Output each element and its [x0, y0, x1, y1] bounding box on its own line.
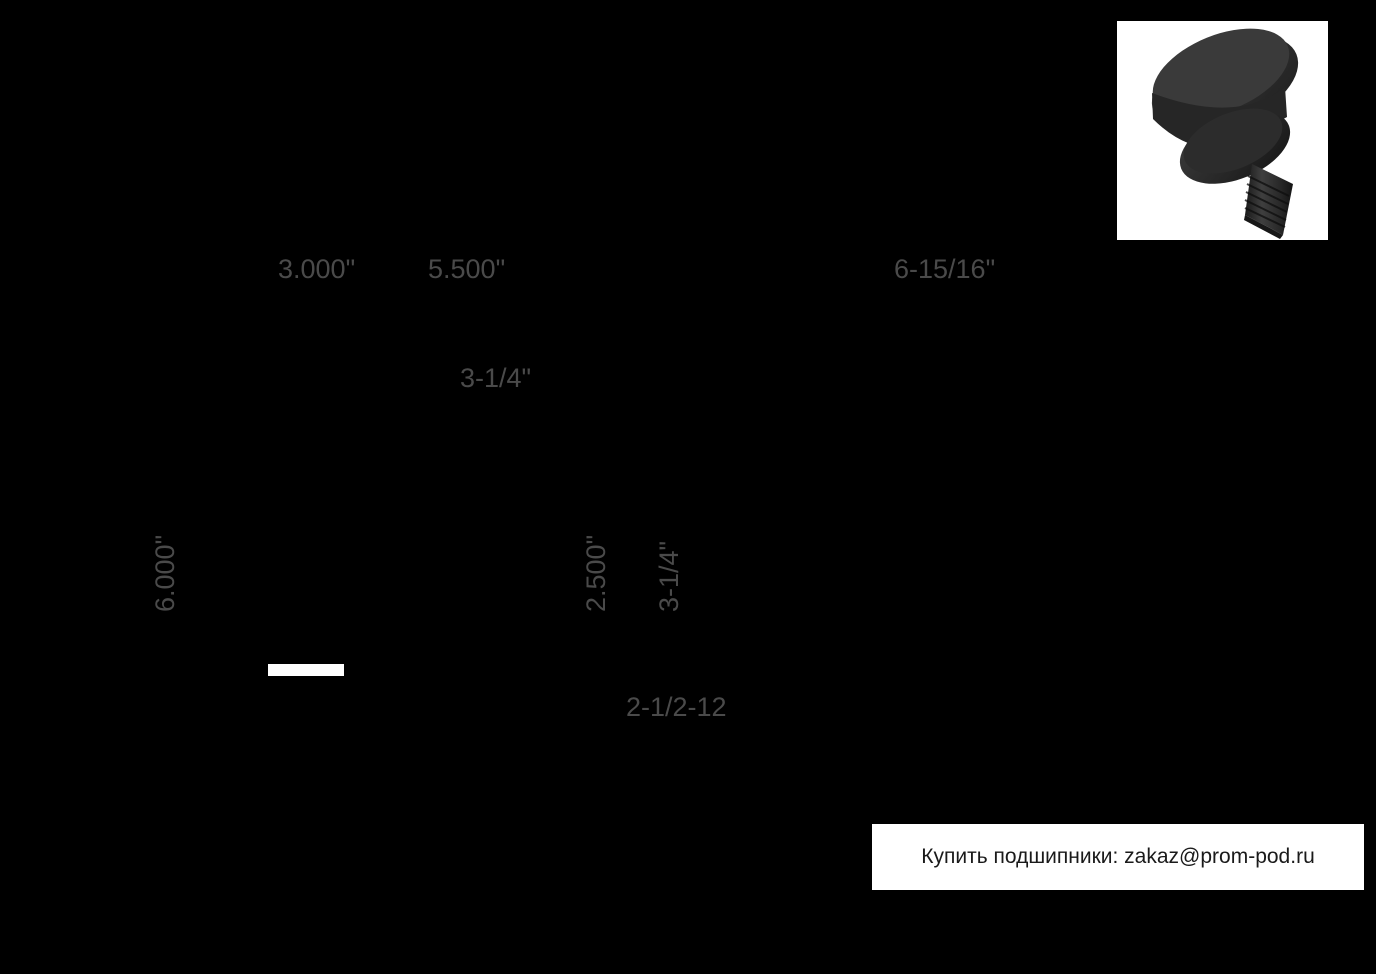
dimension-label-6-000-vertical: 6.000" — [150, 534, 180, 612]
dimension-label-6-15-16: 6-15/16" — [894, 254, 996, 284]
dimension-label-thread-2-1-2-12: 2-1/2-12 — [626, 692, 727, 722]
part-illustration-icon — [1117, 21, 1328, 240]
center-mark — [268, 664, 344, 676]
watermark-text: Купить подшипники: zakaz@prom-pod.ru — [921, 845, 1315, 868]
dimension-label-3-1-4-horizontal: 3-1/4" — [460, 363, 532, 393]
watermark-banner — [872, 824, 1364, 890]
dimension-label-3-1-4-vertical: 3-1/4" — [654, 540, 684, 612]
dimension-label-5-500: 5.500" — [428, 254, 506, 284]
dimension-label-3-000: 3.000" — [278, 254, 356, 284]
dimension-label-2-500-vertical: 2.500" — [581, 534, 611, 612]
product-photo — [1117, 21, 1328, 240]
